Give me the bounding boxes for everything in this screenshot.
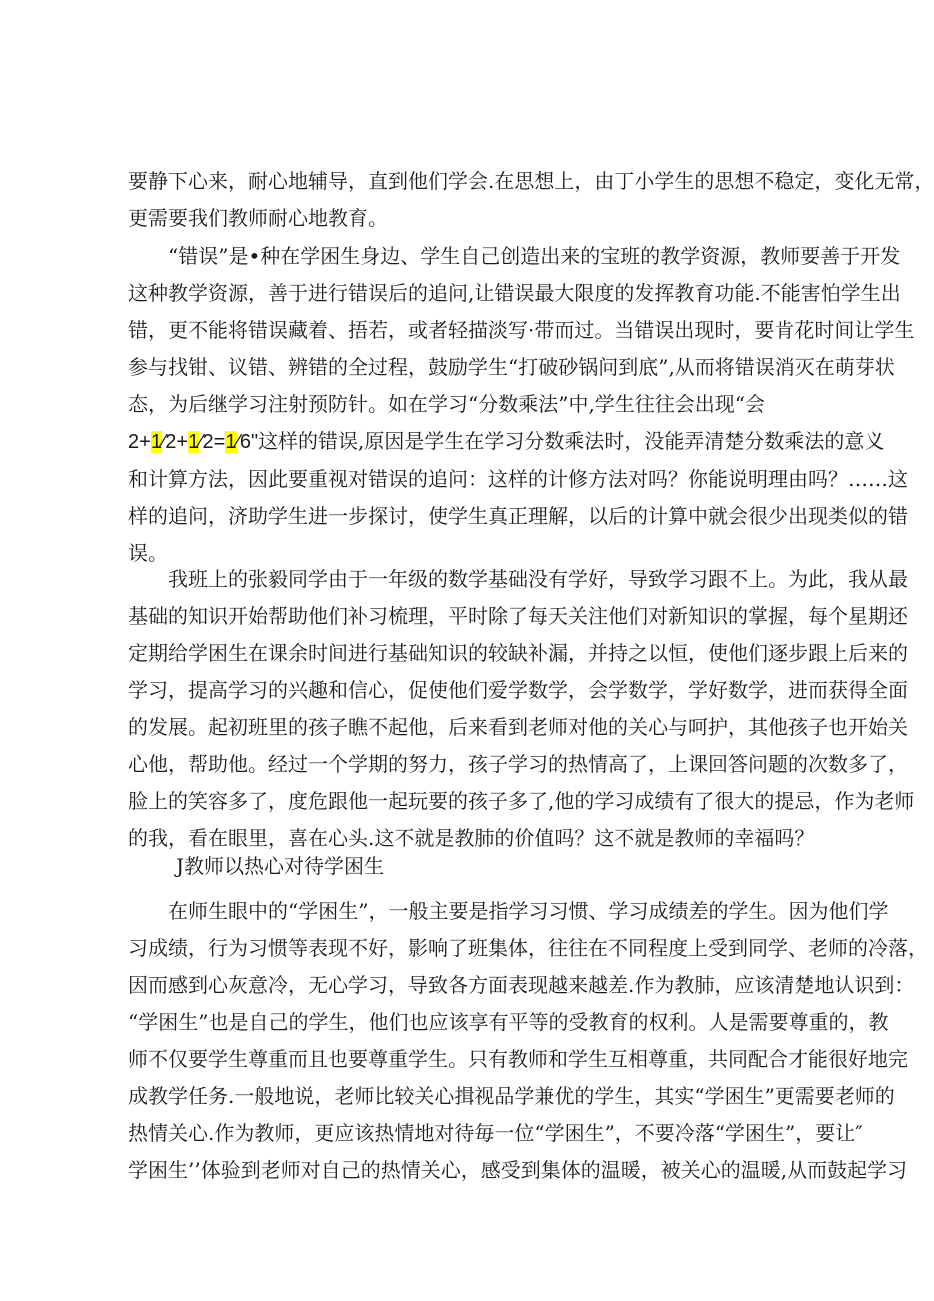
paragraph-line: “学困生”也是自己的学生，他们也应该享有平等的受教育的权利。人是需要尊重的，教: [128, 1010, 889, 1034]
paragraph-line: 心他，帮助他。经过一个学期的努力，孩子学习的热情高了，上课回答问题的次数多了，: [128, 752, 908, 776]
formula-part: ⁄2=: [199, 431, 226, 453]
highlighted-numerator: 1: [150, 431, 162, 453]
paragraph-line: 师不仅要学生尊重而且也要尊重学生。只有教师和学生互相尊重，共同配合才能很好地完: [128, 1047, 908, 1071]
paragraph-line: 的发展。起初班里的孩子瞧不起他，后来看到老师对他的关心与呵护，其他孩子也开始关: [128, 715, 908, 739]
paragraph-line: 脸上的笑容多了，度危跟他一起玩要的孩子多了,他的学习成绩有了很大的提忌，作为老师: [128, 789, 915, 813]
formula-line: [128, 423, 885, 461]
paragraph-line: 我班上的张毅同学由于一年级的数学基础没有学好，导致学习跟不上。为此，我从最: [168, 567, 908, 591]
paragraph-line: 成教学任务.一般地说，老师比较关心揖视品学兼优的学生，其实“学困生”更需要老师的: [128, 1084, 895, 1108]
formula-rest: 这样的错误,原因是学生在学习分数乘法时，没能弄清楚分数乘法的意义: [258, 429, 885, 453]
paragraph-3: [128, 561, 915, 857]
paragraph-4: [128, 893, 928, 1189]
paragraph-line: 基础的知识开始帮助他们补习梳理，平时除了每天关注他们对新知识的掌握，每个星期还: [128, 604, 908, 628]
paragraph-line: 要静下心来，耐心地辅导，直到他们学会.在思想上，由丁小学生的思想不稳定，变化无常，: [128, 169, 934, 193]
paragraph-line: 这种教学资源，善于进行错误后的追问,让错误最大限度的发挥教育功能.不能害怕学生出: [128, 281, 901, 305]
paragraph-line: 和计算方法，因此要重视对错误的追问：这样的计修方法对吗？你能说明理由吗？……这: [128, 467, 908, 491]
highlighted-numerator: 1: [225, 431, 237, 453]
highlighted-numerator: 1: [188, 431, 200, 453]
paragraph-line: 定期给学困生在课余时间进行基础知识的较缺补漏，并持之以恒，使他们逐步跟上后来的: [128, 641, 908, 665]
paragraph-line: 在师生眼中的“学困生”，一般主要是指学习习惯、学习成绩差的学生。因为他们学: [168, 899, 889, 923]
paragraph-line: 错，更不能将错误藏着、捂若，或者轻描淡写·带而过。当错误出现时，要肯花时间让学生: [128, 318, 915, 342]
paragraph-line: 习成绩，行为习惯等表现不好，影响了班集体，往往在不同程度上受到同学、老师的冷落，: [128, 936, 928, 960]
paragraph-1: [128, 163, 934, 237]
paragraph-line: 因而感到心灰意冷，无心学习，导致各方面表现越来越差.作为教肺，应该清楚地认识到：: [128, 973, 915, 997]
paragraph-line: 学困生’’体验到老师对自己的热情关心，感受到集体的温暖，被关心的温暖,从而鼓起学习: [128, 1158, 908, 1182]
paragraph-line: “错误”是•种在学困生身边、学生自己创造出来的宝班的教学资源，教师要善于开发: [168, 244, 901, 268]
formula-part: ⁄6": [236, 431, 259, 453]
paragraph-2: [128, 238, 915, 572]
paragraph-line: 态，为后继学习注射预防针。如在学习“分数乘法”中,学生往往会出现“会: [128, 392, 766, 416]
paragraph-line: 参与找钳、议错、辨错的全过程，鼓励学生“打破砂锅问到底”,从而将错误消灭在萌芽状: [128, 355, 895, 379]
paragraph-line: 样的追问，济助学生进一步探讨，使学生真正理解，以后的计算中就会很少出现类似的错: [128, 504, 908, 528]
formula-part: 2+: [128, 431, 151, 453]
paragraph-line: 的我，看在眼里，喜在心头.这不就是教肺的价值吗？这不就是教师的幸福吗？: [128, 826, 815, 850]
formula-part: ⁄2+: [161, 431, 189, 453]
section-heading: J教师以热心对待学困生: [176, 854, 385, 878]
paragraph-line: 热情关心.作为教师，更应该热情地对待毎一位“学困生”，不要冷落“学困生”，要让″: [128, 1121, 863, 1145]
paragraph-line: 误。: [128, 541, 168, 565]
paragraph-line: 更需要我们教师耐心地教育。: [128, 206, 388, 230]
paragraph-line: 学习，提高学习的兴趣和信心，促使他们爱学数学，会学数学，学好数学，进而获得全面: [128, 678, 908, 702]
